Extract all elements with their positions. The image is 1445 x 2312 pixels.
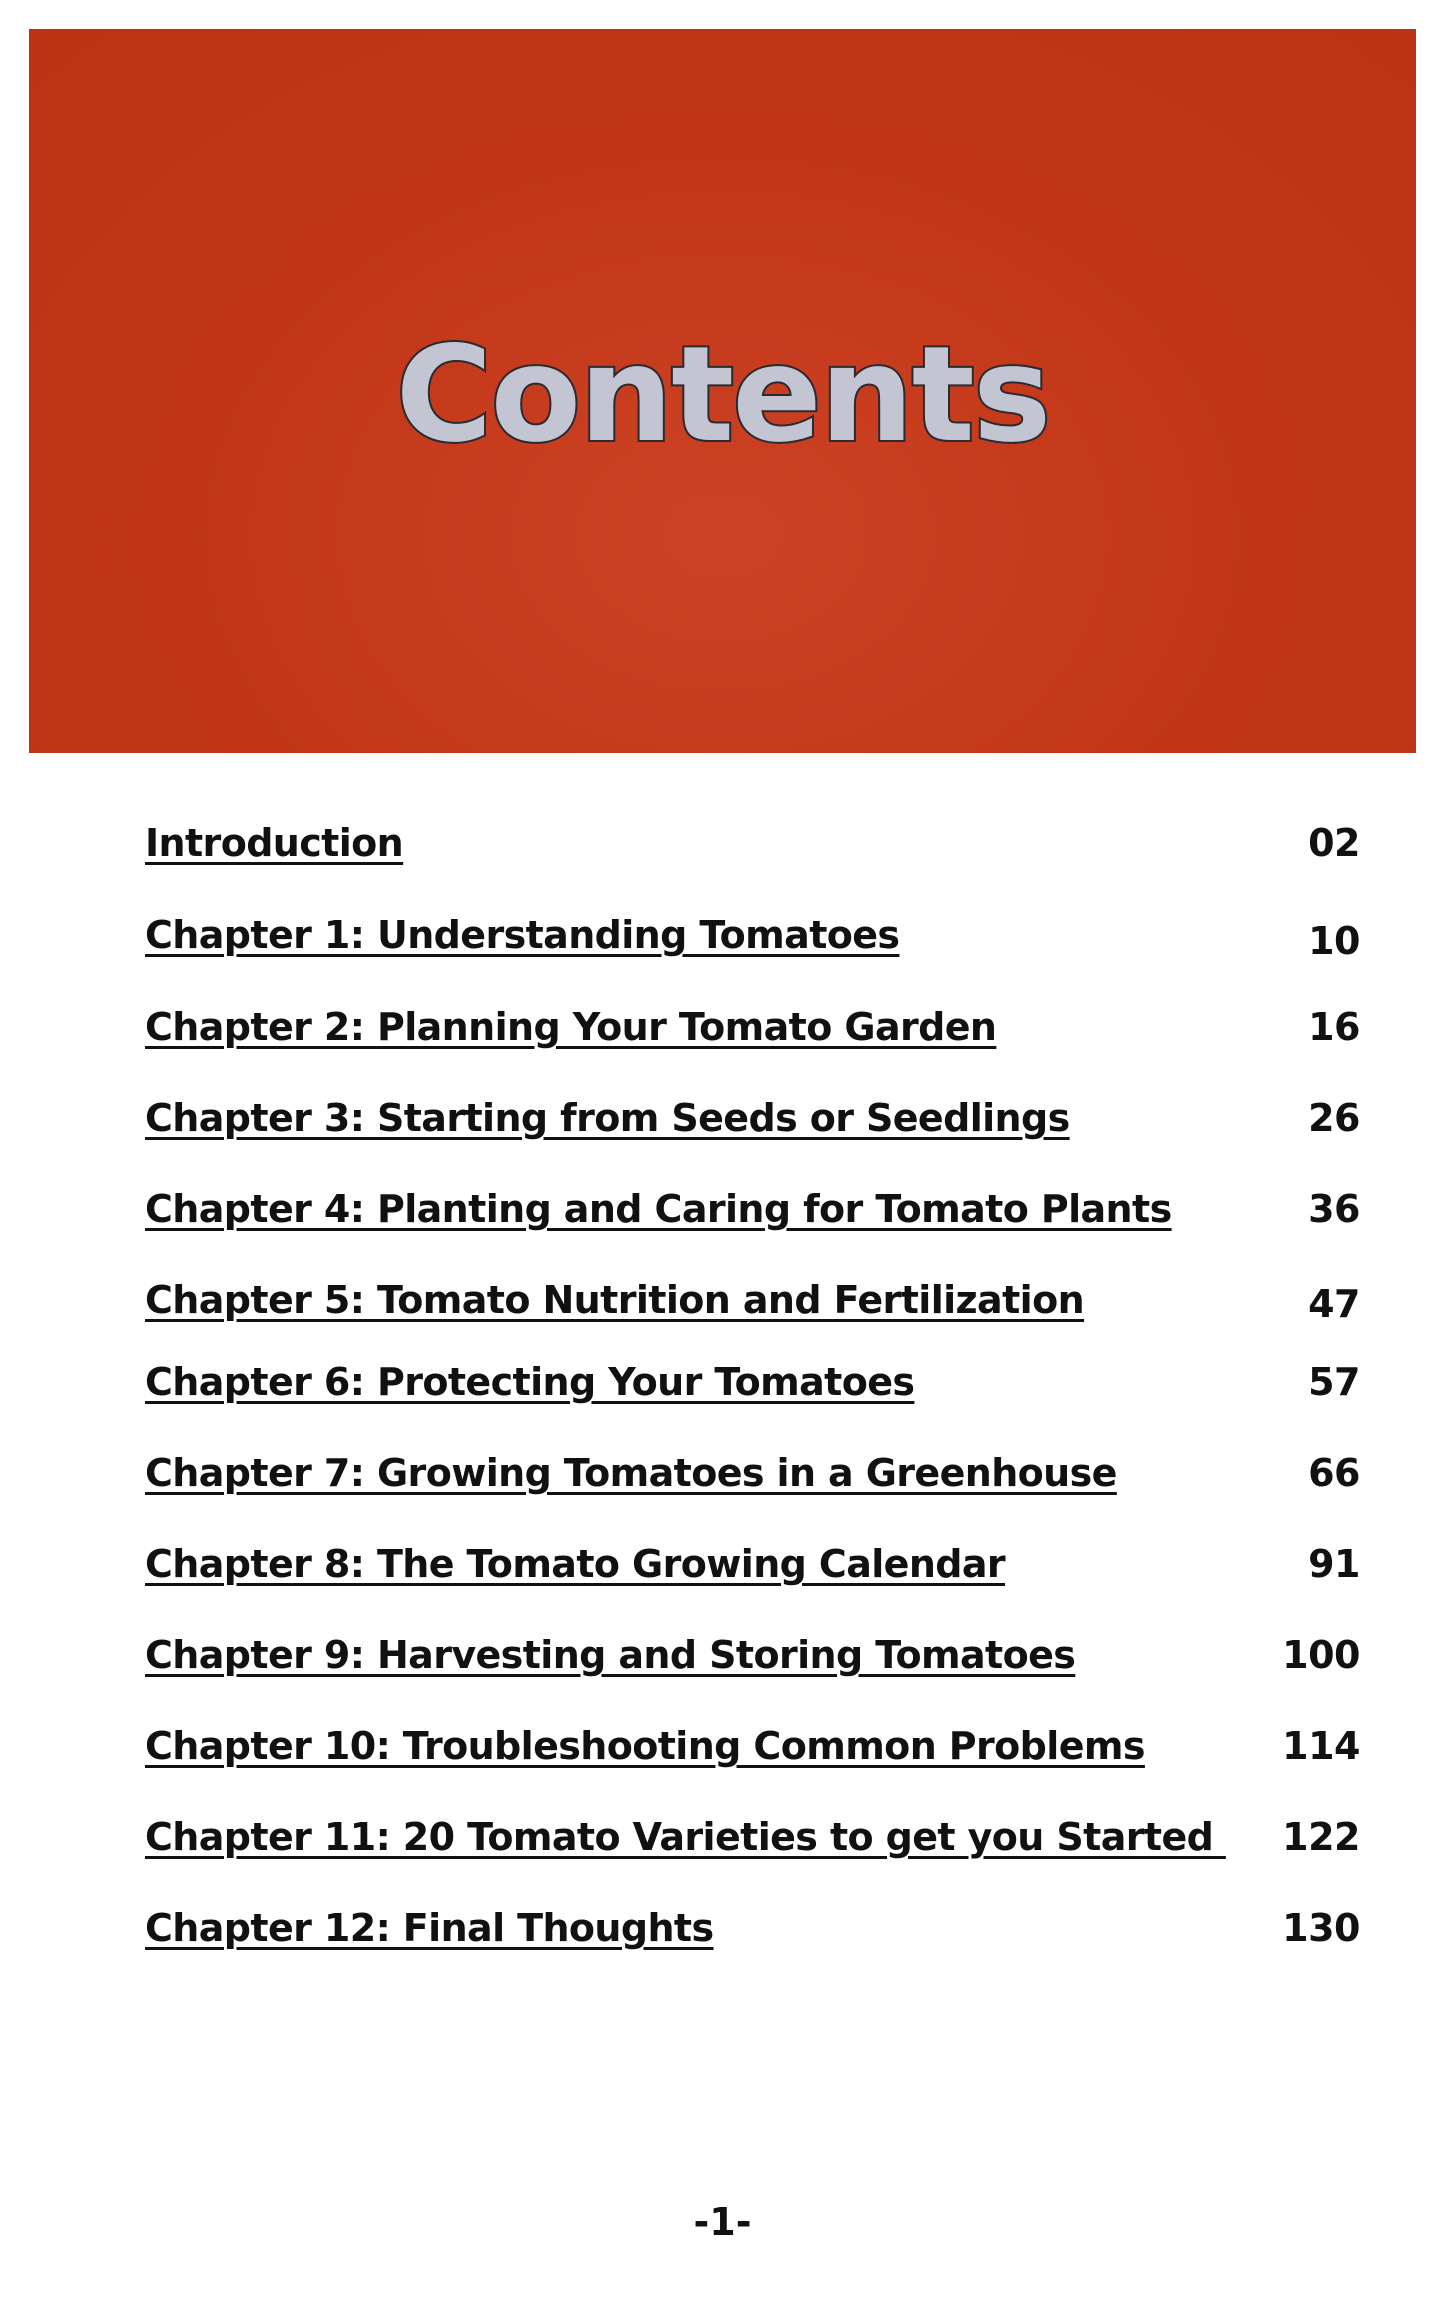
toc-entry-chapter-7[interactable] [145, 1448, 1360, 1498]
toc-entry-title[interactable]: Chapter 12: Final Thoughts [145, 1906, 714, 1950]
toc-entry-chapter-5[interactable] [145, 1275, 1360, 1325]
toc-entry-title[interactable]: Chapter 3: Starting from Seeds or Seedlings [145, 1096, 1070, 1140]
page-title: Contents [395, 318, 1050, 472]
toc-entry-page: 47 [1308, 1282, 1360, 1326]
toc-entry-page: 66 [1308, 1451, 1360, 1495]
toc-entry-title[interactable]: Chapter 2: Planning Your Tomato Garden [145, 1005, 997, 1049]
toc-entry-title[interactable]: Chapter 4: Planting and Caring for Tomato Plants [145, 1187, 1172, 1231]
toc-entry-chapter-12[interactable] [145, 1903, 1360, 1953]
toc-entry-title[interactable]: Chapter 5: Tomato Nutrition and Fertilization [145, 1278, 1085, 1322]
toc-entry-page: 26 [1308, 1096, 1360, 1140]
toc-entry-page: 36 [1308, 1187, 1360, 1231]
toc-entry-page: 57 [1308, 1360, 1360, 1404]
page-number: -1- [693, 2200, 752, 2244]
toc-entry-title[interactable]: Chapter 6: Protecting Your Tomatoes [145, 1360, 915, 1404]
toc-entry-page: 114 [1282, 1724, 1360, 1768]
toc-entry-title[interactable]: Introduction [145, 821, 404, 865]
toc-entry-chapter-9[interactable] [145, 1630, 1360, 1680]
toc-entry-title[interactable]: Chapter 8: The Tomato Growing Calendar [145, 1542, 1006, 1586]
toc-entry-page: 10 [1308, 919, 1360, 963]
toc-entry-chapter-3[interactable] [145, 1093, 1360, 1143]
toc-entry-chapter-8[interactable] [145, 1539, 1360, 1589]
toc-entry-introduction[interactable] [145, 818, 1360, 868]
toc-entry-chapter-2[interactable] [145, 1002, 1360, 1052]
toc-entry-title[interactable]: Chapter 10: Troubleshooting Common Problems [145, 1724, 1145, 1768]
toc-entry-title[interactable]: Chapter 7: Growing Tomatoes in a Greenhouse [145, 1451, 1117, 1495]
toc-entry-page: 02 [1308, 821, 1360, 865]
toc-entry-title[interactable]: Chapter 9: Harvesting and Storing Tomatoes [145, 1633, 1076, 1677]
toc-entry-chapter-6[interactable] [145, 1357, 1360, 1407]
toc-entry-page: 122 [1282, 1815, 1360, 1859]
toc-entry-page: 130 [1282, 1906, 1360, 1950]
toc-entry-chapter-10[interactable] [145, 1721, 1360, 1771]
toc-entry-chapter-11[interactable] [145, 1812, 1360, 1862]
toc-entry-title[interactable]: Chapter 1: Understanding Tomatoes [145, 913, 900, 957]
toc-entry-chapter-4[interactable] [145, 1184, 1360, 1234]
toc-entry-page: 91 [1308, 1542, 1360, 1586]
toc-entry-page: 16 [1308, 1005, 1360, 1049]
toc-entry-chapter-1[interactable] [145, 910, 1360, 963]
toc-entry-page: 100 [1282, 1633, 1360, 1677]
toc-entry-title[interactable]: Chapter 11: 20 Tomato Varieties to get you Started [145, 1815, 1226, 1859]
